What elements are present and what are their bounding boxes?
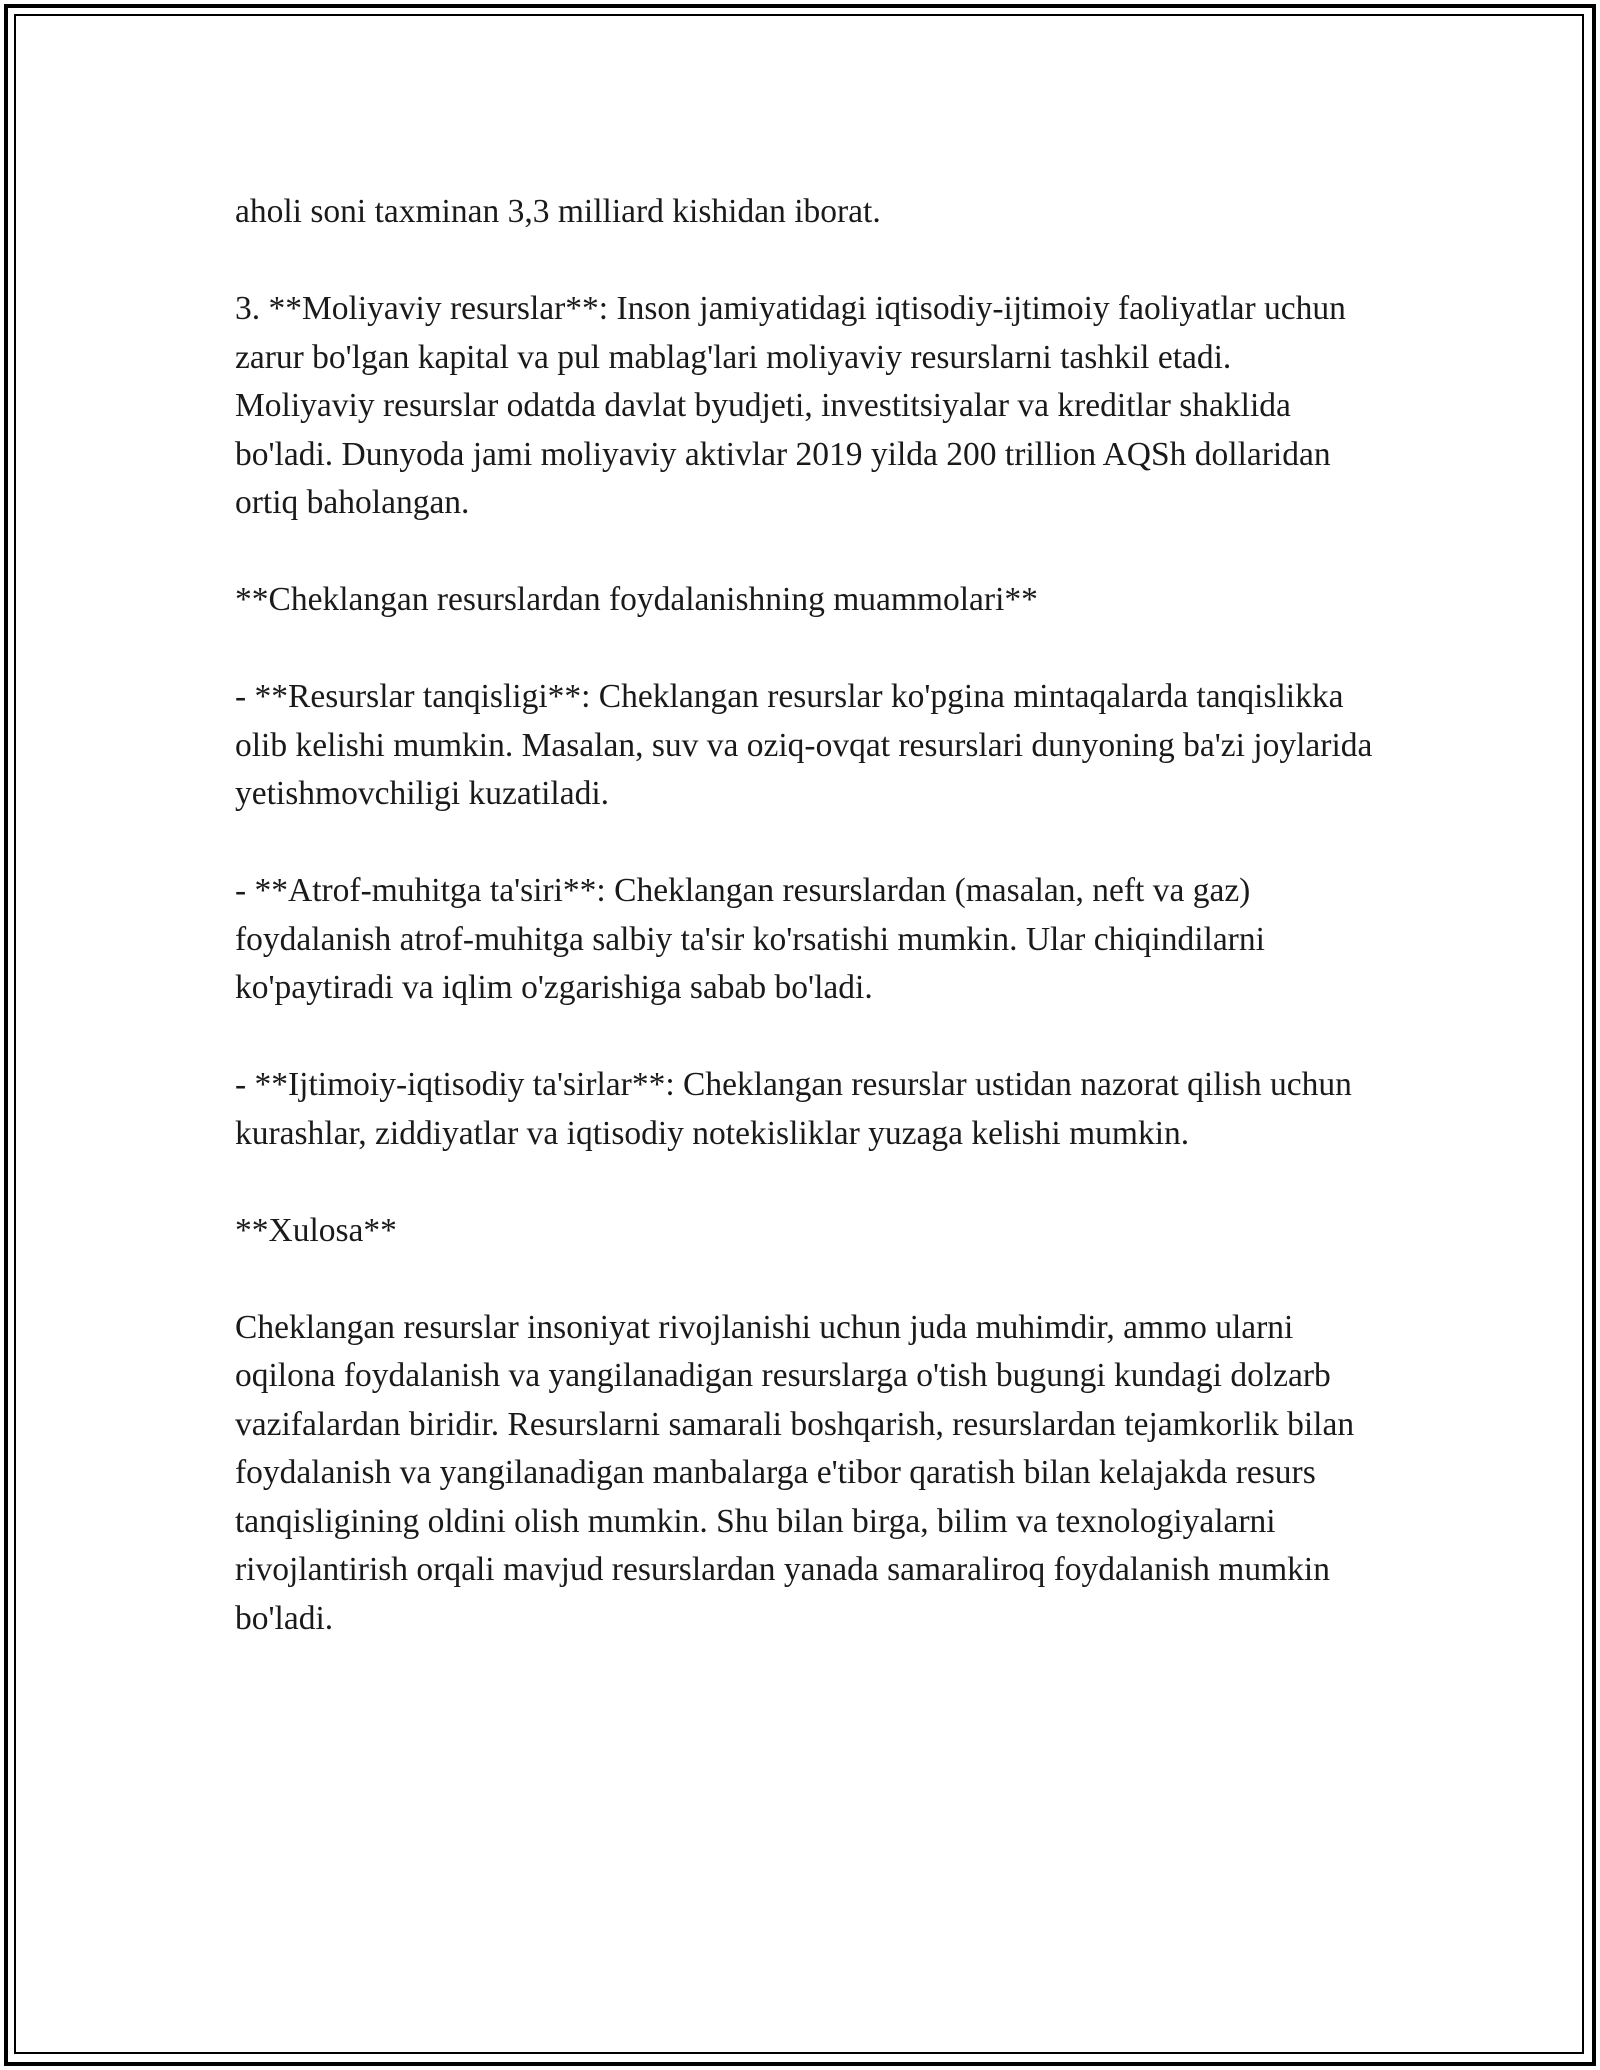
heading-problems: **Cheklangan resurslardan foydalanishning muammolari**: [235, 581, 1038, 618]
paragraph-population: aholi soni taxminan 3,3 milliard kishidan iborat.: [235, 193, 881, 230]
list-item-environmental-impact: - **Atrof-muhitga ta'siri**: Cheklangan resurslardan (masalan, neft va gaz) foydalanish atrof-muhitga salbiy ta'sir ko'rsatishi mumkin. Ular chiqindilarni ko'paytiradi va iqlim o'zgarishiga sabab bo'ladi.: [235, 872, 1265, 1006]
list-item-resource-shortage: - **Resurslar tanqisligi**: Cheklangan resurslar ko'pgina mintaqalarda tanqislikka olib kelishi mumkin. Masalan, suv va oziq-ovqat resurslari dunyoning ba'zi joylarida yetishmovchiligi kuzatiladi.: [235, 678, 1373, 812]
list-item-socioeconomic-impact: - **Ijtimoiy-iqtisodiy ta'sirlar**: Cheklangan resurslar ustidan nazorat qilish uchun kurashlar, ziddiyatlar va iqtisodiy notekisliklar yuzaga kelishi mumkin.: [235, 1066, 1352, 1152]
heading-conclusion: **Xulosa**: [235, 1211, 397, 1249]
document-body: [235, 188, 1375, 1643]
paragraph-conclusion: Cheklangan resurslar insoniyat rivojlanishi uchun juda muhimdir, ammo ularni oqilona foydalanish va yangilanadigan resurslarga o'tish bugungi kundagi dolzarb vazifalardan biridir. Resurslarni samarali boshqarish, resurslardan tejamkorlik bilan foydalanish va yangilanadigan manbalarga e'tibor qaratish bilan kelajakda resurs tanqisligining oldini olish mumkin. Shu bilan birga, bilim va texnologiyalarni rivojlantirish orqali mavjud resurslardan yanada samaraliroq foydalanish mumkin bo'ladi.: [235, 1308, 1355, 1637]
paragraph-financial-resources: 3. **Moliyaviy resurslar**: Inson jamiyatidagi iqtisodiy-ijtimoiy faoliyatlar uchun zarur bo'lgan kapital va pul mablag'lari moliyaviy resurslarni tashkil etadi. Moliyaviy resurslar odatda davlat byudjeti, investitsiyalar va kreditlar shaklida bo'ladi. Dunyoda jami moliyaviy aktivlar 2019 yilda 200 trillion AQSh dollaridan ortiq baholangan.: [235, 290, 1346, 521]
